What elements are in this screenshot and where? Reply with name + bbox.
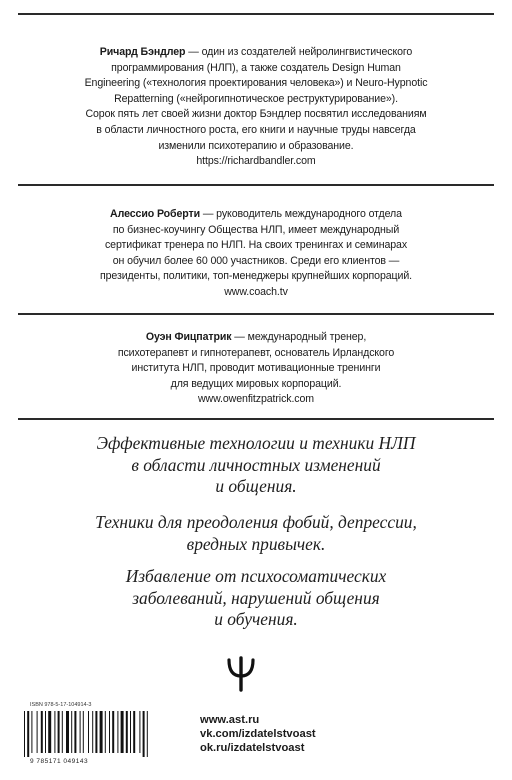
- section-divider: [18, 184, 494, 186]
- promo-line: Техники для преодоления фобий, депрессии,: [95, 512, 417, 532]
- promo-line: в области личностных изменений: [131, 454, 381, 475]
- bio-first-line: Оуэн Фицпатрик — международный тренер,: [145, 331, 367, 343]
- bio-line: для ведущих мировых корпораций.: [170, 377, 342, 390]
- bio-line: он обучил более 60 000 участников. Среди его клиентов —: [112, 254, 400, 267]
- bio-line: по бизнес-коучингу Общества НЛП, имеет международный: [112, 223, 400, 236]
- promo-line: и общения.: [215, 476, 297, 496]
- promo-line: заболеваний, нарушений общения: [132, 587, 380, 608]
- link-ast-site[interactable]: www.ast.ru: [200, 714, 260, 726]
- psi-logo-icon: [226, 656, 256, 692]
- bio-line: Сорок пять лет своей жизни доктор Бэндлер посвятил исследованиям: [85, 108, 427, 121]
- author-name: Алессио Роберти: [110, 208, 200, 220]
- bio-owen-fitzpatrick: [40, 330, 472, 408]
- bio-line: президенты, политики, топ-менеджеры крупнейших корпораций.: [100, 270, 412, 283]
- bio-line: программирования (НЛП), а также создатель Design Human: [111, 61, 401, 74]
- author-name: Ричард Бэндлер: [99, 46, 186, 58]
- promo-block-2: [20, 512, 492, 555]
- link-vk[interactable]: vk.com/izdatelstvoast: [200, 728, 316, 740]
- isbn-label: ISBN 978-5-17-104914-3: [30, 702, 92, 708]
- barcode-digits: 9 785171 049143: [30, 758, 89, 765]
- promo-block-1: [20, 433, 492, 498]
- publisher-links: [200, 713, 360, 755]
- section-divider: [18, 418, 494, 420]
- bio-line: сертификат тренера по НЛП. На своих тренингах и семинарах: [104, 239, 408, 252]
- promo-block-3: [20, 566, 492, 631]
- promo-line: Эффективные технологии и техники НЛП: [96, 433, 416, 453]
- barcode-block: [24, 702, 184, 770]
- promo-line: и обучения.: [214, 609, 298, 629]
- bio-line: Repatterning («нейрогипнотическое реструктурирование»).: [114, 92, 398, 105]
- promo-line: вредных привычек.: [186, 533, 326, 554]
- link-ok[interactable]: ok.ru/izdatelstvoast: [200, 742, 305, 754]
- promo-line: Избавление от психосоматических: [125, 566, 387, 586]
- bio-line: психотерапевт и гипнотерапевт, основатель Ирландского: [117, 346, 395, 359]
- bio-alessio-roberti: [40, 207, 472, 301]
- bio-line: института НЛП, проводит мотивационные тренинги: [131, 362, 381, 375]
- bio-first-line: Ричард Бэндлер — один из создателей нейролингвистического: [99, 46, 413, 58]
- bio-website[interactable]: https://richardbandler.com: [196, 155, 316, 168]
- bio-website[interactable]: www.coach.tv: [224, 285, 288, 298]
- bio-line: изменили психотерапию и образование.: [158, 139, 354, 152]
- bio-website[interactable]: www.owenfitzpatrick.com: [197, 393, 315, 406]
- top-divider: [18, 13, 494, 15]
- author-name: Оуэн Фицпатрик: [145, 331, 232, 343]
- section-divider: [18, 313, 494, 315]
- bio-line: в области личностного роста, его книги и научные труды навсегда: [96, 123, 416, 136]
- bio-line: Engineering («технология проектирования человека») и Neuro-Hypnotic: [84, 77, 428, 90]
- bio-first-line: Алессио Роберти — руководитель международного отдела: [110, 208, 402, 220]
- bio-richard-bandler: [40, 45, 472, 170]
- barcode-icon: [24, 711, 184, 757]
